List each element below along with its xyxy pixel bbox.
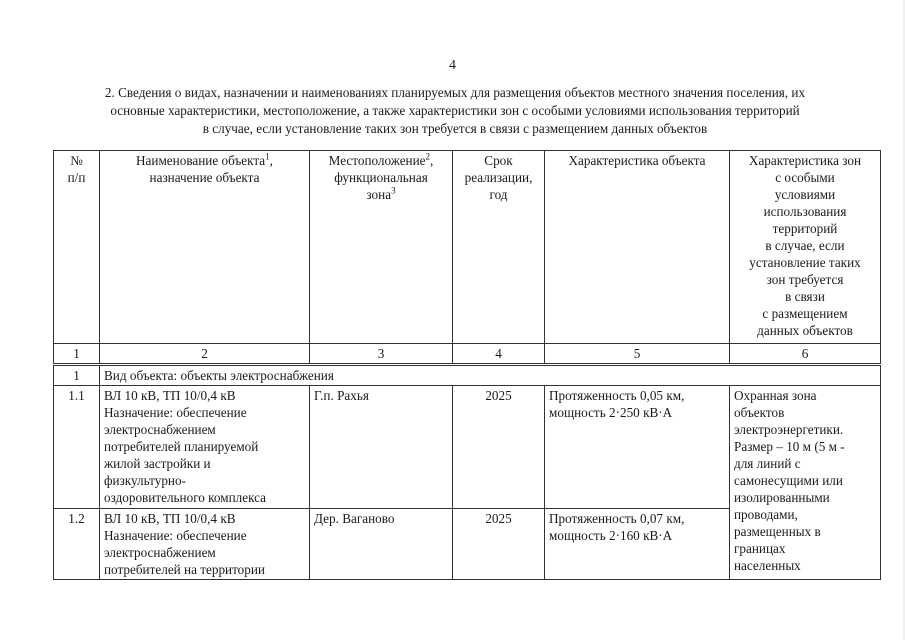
page-number: 4 — [449, 58, 456, 73]
column-number: 6 — [730, 344, 881, 365]
category-row — [54, 365, 881, 386]
column-number: 4 — [453, 344, 545, 365]
column-number: 2 — [100, 344, 310, 365]
column-number-row — [54, 344, 881, 365]
row-characteristic: Протяженность 0,05 км, мощность 2·250 кВ·А — [545, 386, 730, 509]
heading-line: в случае, если установление таких зон требуется в связи с размещением данных объектов — [202, 121, 708, 136]
table-row — [54, 386, 881, 509]
header-term: Срок реализации, год — [453, 151, 545, 344]
row-name: ВЛ 10 кВ, ТП 10/0,4 кВ Назначение: обеспечение электроснабжением потребителей на территории — [100, 509, 310, 580]
column-number: 5 — [545, 344, 730, 365]
zone-characteristic: Охранная зона объектов электроэнергетики. Размер – 10 м (5 м - для линий с самонесущими или изолированными проводами, размещенных в границах населенных — [730, 386, 881, 580]
row-num: 1.1 — [54, 386, 100, 509]
section-heading — [40, 84, 870, 138]
table-header-row — [54, 151, 881, 344]
header-location: Местоположение$^2$, функциональная зона$^3$ — [310, 151, 453, 344]
category-num: 1 — [54, 365, 100, 386]
header-characteristic: Характеристика объекта — [545, 151, 730, 344]
row-location: Г.п. Рахья — [310, 386, 453, 509]
row-year: 2025 — [453, 386, 545, 509]
header-name: Наименование объекта$^1$, назначение объекта — [100, 151, 310, 344]
column-number: 1 — [54, 344, 100, 365]
row-location: Дер. Ваганово — [310, 509, 453, 580]
category-label: Вид объекта: объекты электроснабжения — [100, 365, 881, 386]
row-characteristic: Протяженность 0,07 км, мощность 2·160 кВ·А — [545, 509, 730, 580]
row-name: ВЛ 10 кВ, ТП 10/0,4 кВ Назначение: обеспечение электроснабжением потребителей планируемой жилой застройки и физкультурно- оздоровительного комплекса — [100, 386, 310, 509]
row-year: 2025 — [453, 509, 545, 580]
heading-line: 2. Сведения о видах, назначении и наименованиях планируемых для размещения объектов местного значения поселения, их — [104, 85, 806, 100]
header-zone: Характеристика зон с особыми условиями использования территорий в случае, если установление таких зон требуется в связи с размещением данных объектов — [730, 151, 881, 344]
header-num: № п/п — [54, 151, 100, 344]
column-number: 3 — [310, 344, 453, 365]
row-num: 1.2 — [54, 509, 100, 580]
heading-line: основные характеристики, местоположение, а также характеристики зон с особыми условиями использования территорий — [110, 103, 800, 118]
objects-table — [53, 150, 881, 580]
